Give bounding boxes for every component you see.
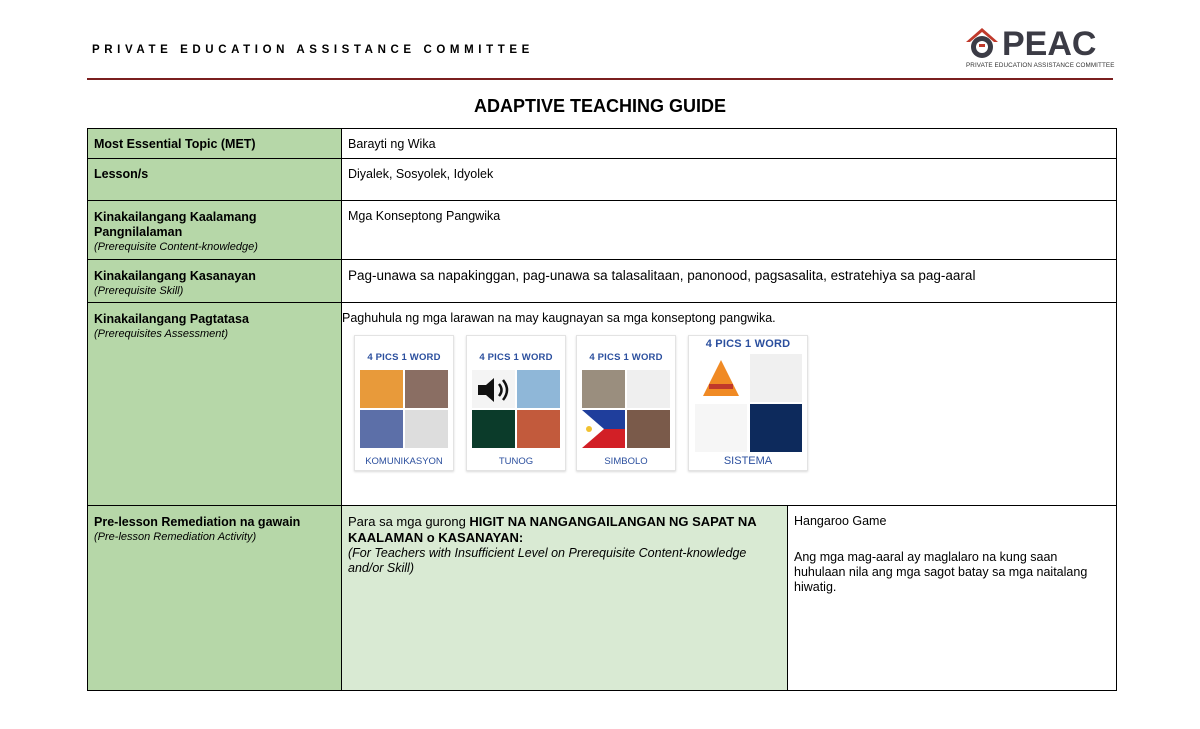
guide-table — [87, 128, 1117, 691]
puzzle-card-title: 4 PICS 1 WORD — [479, 352, 553, 363]
row-value: Barayti ng Wika — [342, 129, 1117, 159]
teacher-intro: Para sa mga gurong — [348, 514, 466, 529]
row-value: Mga Konseptong Pangwika — [342, 201, 1117, 260]
puzzle-card — [576, 335, 676, 471]
row-label-sub: (Prerequisite Skill) — [94, 285, 184, 297]
puzzle-card — [354, 335, 454, 471]
flag-symbol-icon — [582, 370, 670, 448]
table-row — [88, 506, 1117, 691]
remediation-sublabel: (Pre-lesson Remediation Activity) — [94, 531, 257, 543]
logo-subtitle: PRIVATE EDUCATION ASSISTANCE COMMITTEE — [966, 62, 1115, 69]
activity-description: Ang mga mag-aaral ay maglalaro na kung saan huhulaan nila ang mga sagot batay sa mga naitalang hiwatig. — [794, 550, 1088, 594]
puzzle-card-answer: KOMUNIKASYON — [365, 456, 443, 467]
puzzle-card-title: 4 PICS 1 WORD — [589, 352, 663, 363]
row-label-main: Lesson/s — [94, 167, 149, 181]
org-header-text: PRIVATE EDUCATION ASSISTANCE COMMITTEE — [92, 44, 534, 56]
row-label — [88, 506, 342, 691]
puzzle-card-answer: SISTEMA — [723, 455, 773, 467]
teacher-level-cell — [342, 506, 788, 691]
row-label-main: Kinakailangang Kasanayan — [94, 269, 256, 283]
row-label-main: Kinakailangang Kaalamang Pangnilalaman — [94, 210, 257, 239]
puzzle-card-title: 4 PICS 1 WORD — [367, 352, 441, 363]
assessment-cell — [342, 303, 1117, 506]
teacher-level-heading — [348, 514, 781, 546]
puzzle-card-answer: SIMBOLO — [604, 456, 648, 467]
table-row — [88, 201, 1117, 260]
row-label — [88, 201, 342, 260]
row-label-main: Most Essential Topic (MET) — [94, 137, 256, 151]
puzzle-card-answer: TUNOG — [498, 456, 534, 467]
table-row — [88, 303, 1117, 506]
speaker-sound-icon — [472, 370, 560, 448]
peac-logo — [964, 24, 1114, 74]
puzzle-images — [342, 335, 1110, 485]
row-value: Diyalek, Sosyolek, Idyolek — [342, 159, 1117, 201]
activity-cell — [788, 506, 1117, 691]
puzzle-card — [688, 335, 808, 471]
activity-title: Hangaroo Game — [794, 514, 887, 528]
peac-logo-icon — [964, 26, 1000, 62]
page-title: ADAPTIVE TEACHING GUIDE — [473, 96, 727, 116]
puzzle-card — [466, 335, 566, 471]
teacher-note: (For Teachers with Insufficient Level on Prerequisite Content-knowledge and/or Skill) — [348, 546, 747, 575]
logo-wordmark: PEAC — [1002, 25, 1097, 63]
pyramid-network-icon — [695, 354, 803, 452]
row-label-sub: (Prerequisites Assessment) — [94, 328, 229, 340]
row-label-sub: (Prerequisite Content-knowledge) — [94, 241, 258, 253]
table-row — [88, 129, 1117, 159]
row-label — [88, 260, 342, 303]
puzzle-card-title: 4 PICS 1 WORD — [705, 338, 791, 350]
row-label — [88, 159, 342, 201]
assessment-text: Paghuhula ng mga larawan na may kaugnayan sa mga konseptong pangwika. — [342, 311, 776, 325]
row-label — [88, 303, 342, 506]
remediation-label: Pre-lesson Remediation na gawain — [94, 515, 301, 529]
header-divider — [87, 78, 1113, 80]
row-value: Pag-unawa sa napakinggan, pag-unawa sa talasalitaan, panonood, pagsasalita, estratehiya sa pag-aaral — [342, 260, 1117, 303]
table-row — [88, 260, 1117, 303]
teacher-emphasis: HIGIT NA NANGANGAILANGAN NG SAPAT NA KAALAMAN o KASANAYAN: — [348, 514, 757, 545]
row-label-main: Kinakailangang Pagtatasa — [94, 312, 249, 326]
row-label — [88, 129, 342, 159]
table-row — [88, 159, 1117, 201]
people-collage-icon — [360, 370, 448, 448]
